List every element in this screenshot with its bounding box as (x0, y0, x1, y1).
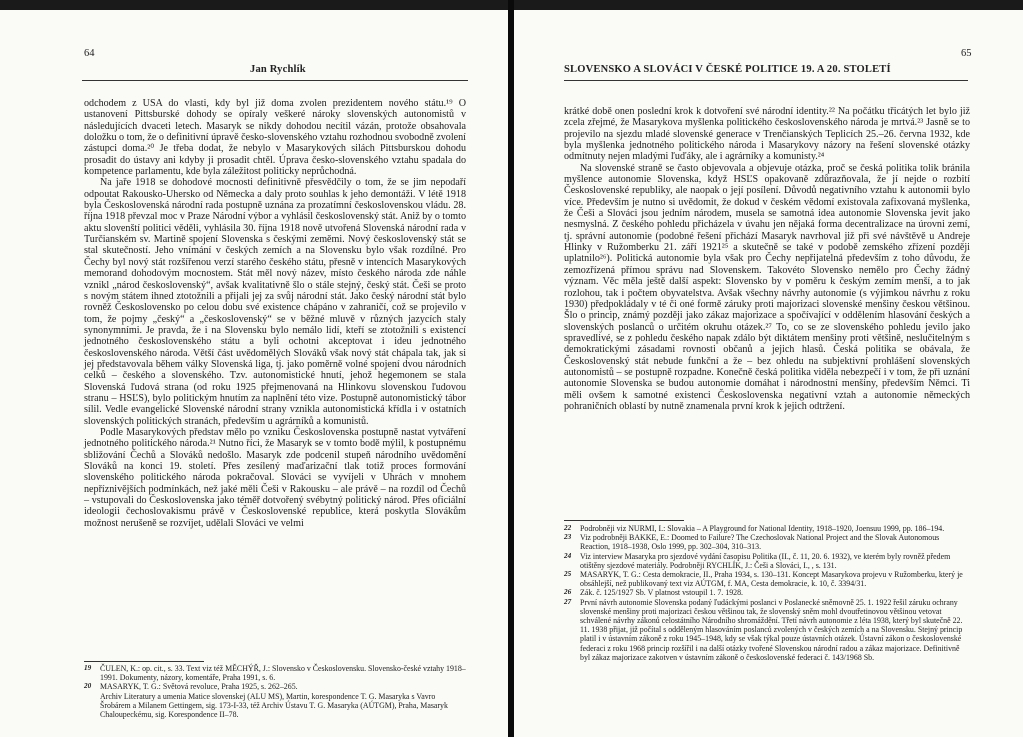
footnote-number: 19 (84, 664, 92, 672)
page-number: 64 (84, 48, 95, 59)
footnote (564, 524, 970, 533)
paragraph: Na jaře 1918 se dohodové mocnosti definitivně přesvědčily o tom, že se jim nepodaří odpoutat Rakousko-Uhersko od Německa a daly proto souhlas k jeho demontáži. V létě 1918 byla Československá národní rada postupně uznána za prozatímní československou vládu. 28. října 1918 převzal moc v Praze Národní výbor a vyhlásil československý stát. Aniž by o tomto aktu slovenští politici věděli, vyhlásila 30. října 1918 nově utvořená Slovenská národní rada v Turčianském sv. Martině spojení Slovenska s českými zeměmi. Nový československý stát se stal skutečností. Jeho vnímání v českých zemích a na Slovensku bylo však rozdílné. Pro Čechy byl nový stát rozšířenou verzí starého českého státu, přesně v intencích Masarykových memorand dohodovým mocnostem. Stát měl nový název, místo českého národa zde náhle vznikl „národ československý“, avšak kvalitativně šlo o stále stejný, český stát. Češi se proto s novým státem ihned ztotožnili a přijali jej za svůj národní stát. Jako český národní stát bylo rovněž Československo po celou dobu své existence chápáno v zahraničí, což se projevilo v tom, že pojmy „český“ a „československý“ se v běžné mluvě v různých jazycích staly synonymními. Je pravda, že i na Slovensku bylo nemálo lidí, kteří se ztotožnili s existencí jednotného československého státu a byli ochotni akceptovat i ideu jednotného československého národa. Větší část uvědomělých Slováků však nový stát chápala tak, jak si jej představovala během války Slovenská liga, tj. jako poměrně volné spojení dvou národních celků – českého a slovenského. Tzv. autonomistické hnutí, jehož hegemonem se stala Slovenská ľudová strana (od roku 1925 přejmenovaná na Hlinkovu slovenskou ľudovou stranu – HSĽS), bylo politickým hnutím za naplnění této vize. Postupně autonomistický tábor sílil. Vedle evangelické Slovenské národní strany vznikla autonomistická křídla i v ostatních slovenských politických stranách, především u agrárníků a komunistů. (84, 177, 466, 427)
footnote (84, 682, 466, 691)
footnote-number: 25 (564, 570, 572, 579)
footnote-number: 24 (564, 551, 572, 560)
footnote-text: Zák. č. 125/1927 Sb. V platnost vstoupil 1. 7. 1928. (580, 588, 744, 598)
running-head: SLOVENSKO A SLOVÁCI V ČESKÉ POLITICE 19. A 20. STOLETÍ (564, 64, 891, 75)
running-head: Jan Rychlík (250, 64, 306, 75)
footnote-number: 27 (564, 597, 572, 606)
right-page (514, 10, 1023, 737)
paragraph: Na slovenské straně se často objevovala a objevuje otázka, proč se česká politika tolik bránila myšlence autonomie Slovenska, když HSĽS opakovaně zdůrazňovala, že jí nejde o rozbití Československé republiky, ale naopak o její posílení. Důvodů negativního vztahu k autonomii bylo více. Především je nutno si uvědomit, že dokud v českém vědomí existovala zafixovaná myšlenka, že Češi a Slováci jsou jedním národem, musela se samotná idea autonomie Slovenska jevit jako nesmyslná. Z českého pohledu přicházela v úvahu jen nějaká forma decentralizace na úrovni zemí, tj. správní autonomie (podobné řešení přichází Masaryk navrhoval již při své návštěvě u Andreje Hlinky v Ružomberku 21. září 1921²⁵ a skutečně se také v podobě zemského zřízení později uplatnilo²⁶). Politická autonomie byla však pro Čechy nepřijatelná především z toho důvodu, že zemozřízená přímou správu nad Slovenskem. Takovéto Slovensko nemělo pro Čechy žádný význam. Věc měla ještě další aspekt: Slovensko by v poměru k českým zemím menší, a to jak rozlohou, tak i počtem obyvatelstva. Avšak všechny návrhy autonomie (s výjimkou návrhu z roku 1930) předpokládaly v té či oné formě záruky proti majorizaci slovenské menšiny českou většinou. Šlo o princip, známý později jako zákaz majorizace a spočívající v oddělením hlasování českých a slovenských poslanců o určitém okruhu otázek.²⁷ To, co se ze slovenského pohledu jevilo jako spravedlivé, se z pohledu českého napak zdálo být diktátem menšiny proti většině, neslučitelným s demokratickými zásadami rovnosti občanů a jejich hlasů. Česká politika se obávala, že Československý stát nebude funkční a že – bez ohledu na subjektivní prohlášení slovenských autonomistů – se postupně rozpadne. Konečně česká politika viděla nebezpečí i v tom, že při uznání autonomie Slovenska se budou autonomie domáhat i národnostní menšiny, především Němci. Ti měli ovšem k samotné existenci Československa negativní vztah a autonomie německých pohraničních oblastí by nutně znamenala první krok k jejich odtržení. (564, 162, 970, 412)
footnote (564, 570, 970, 588)
footnote-number: 20 (84, 682, 92, 691)
footnote (564, 552, 970, 570)
footnote-number: 23 (564, 533, 572, 542)
footnote-text: Podrobněji viz NURMI, I.: Slovakia – A Playground for National Identity, 1918–1920, Joensuu 1999, pp. 186–194. (580, 524, 945, 533)
footnotes (564, 524, 970, 662)
left-page (0, 10, 508, 737)
footnote (564, 598, 970, 662)
footnote (84, 664, 466, 682)
header-rule (82, 80, 468, 81)
footnote-text: Viz podrobněji BAKKE, E.: Doomed to Failure? The Czechoslovak National Project and the Slovak Autonomous Reaction, 1918–1938, Oslo 1999, pp. 302–304, 310–313. (580, 533, 940, 552)
paragraph: krátké době onen poslední krok k dotvoření své národní identity.²² Na počátku třicátých let bylo již zcela zřejmé, že Masarykova myšlenka politického československého národa je mrtvá.²³ Jasně se to projevilo na sjezdu mladé slovenské generace v Trenčianských Teplicích 25.–26. června 1932, kde byla myšlenka jednotného politického národa i Masarykovy názory na řešení slovenské otázky odmítnuty nejen mladými ľuďáky, ale i agrárníky a komunisty.²⁴ (564, 106, 970, 163)
body-text (564, 106, 970, 412)
header-rule (564, 80, 968, 81)
footnote (84, 692, 466, 720)
page-number: 65 (961, 48, 972, 59)
footnote-text: MASARYK, T. G.: Světová revoluce, Praha 1925, s. 262–265. (100, 682, 298, 692)
footnote-text: MASARYK, T. G.: Cesta demokracie, II., Praha 1934, s. 130–131. Koncept Masarykova projevu v Ružomberku, který je obsáhlejší, než publikovaný text viz AÚTGM, f. MA, Cesta demokracie, k. 10, č. 3394/31. (580, 570, 963, 589)
footnotes (84, 664, 466, 719)
footnote (564, 588, 970, 597)
body-text (84, 98, 466, 529)
paragraph: Podle Masarykových představ mělo po vzniku Československa postupně nastat vytváření jednotného politického národa.²¹ Nutno říci, že Masaryk se v tomto bodě mýlil, k postupnému sbližování Čechů a Slováků nedošlo. Masaryk zde podcenil stupeň národního uvědomění Slováků na konci 19. století. Přes zesílený maďarizační tlak totiž proces formování slovenského politického národa pokračoval. Slováci se vyvíjeli v Uhrách v mnohem nepříznivějších podmínkách, než jaké měli Češi v Rakousku – ale právě – na rozdíl od Čechů – vstupovali do Československa jako téměř dotvořený svébytný politický národ. Přes oficiální ideologii čechoslovakismu právě v Československé republice, která poskytla Slovákům možnost nerušeně se rozvíjet, udělali Slováci ve velmi (84, 426, 466, 529)
footnote-text: První návrh autonomie Slovenska podaný ľudáckými poslanci v Poslanecké sněmovně 25. 1. 1922 řešil záruku ochrany slovenské menšiny proti majorizaci českou většinou tak, že slovenský sněm mohl dvoutřetinovou většinou vetovat schválené návrhy zákonů celostátního Národního shromáždění. Třetí návrh autonomie z léta 1938, který byl skutečně 22. 11. 1938 přijat, již počítal s odděleným hlasováním poslanců zvolených v českých zemích a na Slovensku. Stejný princip platil i v ústavním zákoně z roku 1945–1948, kdy se však týkal pouze ústavních otázek. Ústavní zákon o československé federaci z roku 1968 princip rozšířil i na další otázky tvořené Slovenskou národní radou a zákaz majorizace. Definitivně byl zákaz majorizace zakotven v ústavním zákoně o československé federaci č. 143/1968 Sb. (580, 597, 963, 662)
footnote-number (84, 692, 100, 720)
paragraph: odchodem z USA do vlasti, kdy byl již doma zvolen prezidentem nového státu.¹⁹ O ustanovení Pittsburské dohody se opíraly veškeré nároky slovenských autonomistů v následujících dvaceti letech. Masaryk se nikdy dohodou necítil vázán, protože obsahovala doložku o tom, že o definitivní úpravě česko-slovenského vztahu rozhodnou svobodně zvolení zástupci doma.²⁰ Je třeba dodat, že nebylo v Masarykových silách Pittsburskou dohodu prosadit do ústavy ani kdyby ji prosadit chtěl. Úprava česko-slovenského vztahu spadala do kompetence parlamentu, kde byla záležitost politicky neprůchodná. (84, 98, 466, 178)
footnote (564, 533, 970, 551)
footnote-number: 22 (564, 524, 572, 532)
footnote-rule (564, 520, 684, 521)
footnote-text: Archiv Literatury a umenia Matice slovenskej (ALU MS), Martin, korespondence T. G. Masaryka s Vavro Šrobárem a Milanem Gettingem, sig. 173-I-33, též Archiv Ústavu T. G. Masaryka (AÚTGM), Praha, Masaryk Chaloupeckému, sig. Korespondence II–78. (100, 691, 448, 720)
footnote-number: 26 (564, 588, 572, 597)
footnote-rule (84, 661, 204, 662)
footnote-text: Viz interview Masaryka pro sjezdové vydání časopisu Politika (II., č. 11, 20. 6. 1932), ve kterém byly rovněž předem otištěny sjezdové materiály. Podrobněji RYCHLÍK, J.: Češi a Slováci, I., , s. 131. (580, 551, 951, 570)
footnote-text: ČULEN, K.: op. cit., s. 33. Text viz též MĚCHÝŘ, J.: Slovensko v Československu. Slovensko-české vztahy 1918–1991. Dokumenty, názory, komentáře, Praha 1991, s. 6. (100, 664, 466, 683)
